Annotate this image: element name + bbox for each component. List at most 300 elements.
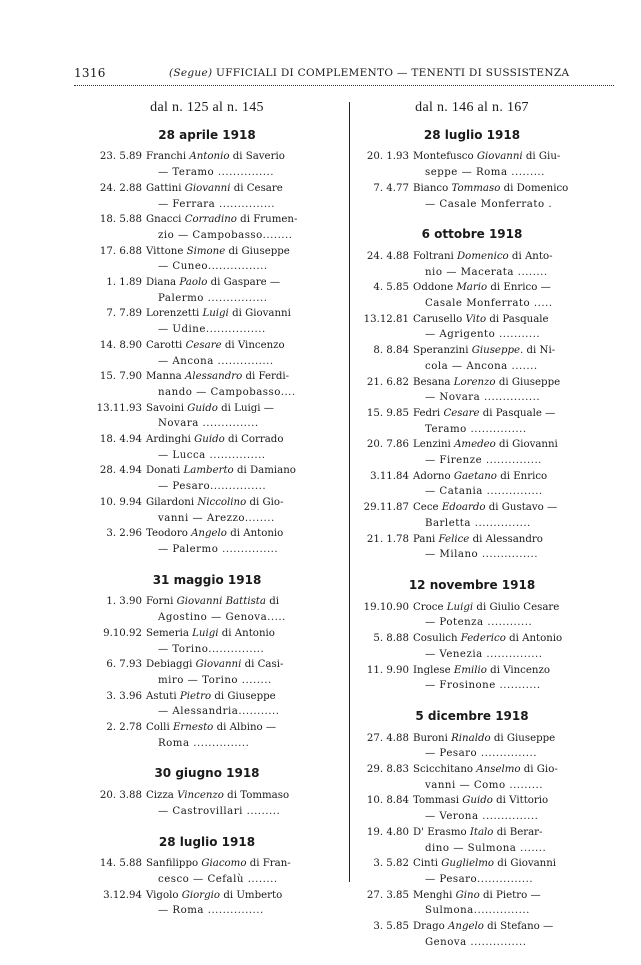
first-name: Rinaldo <box>451 732 491 744</box>
surname: Forni <box>146 596 174 608</box>
birth-date: 7. 4.77 <box>373 182 409 194</box>
surname: Gilardoni <box>146 496 195 508</box>
entry-text <box>146 689 340 720</box>
place-line: — Verona ............... <box>425 811 539 823</box>
first-name: Guido <box>187 402 218 414</box>
place-line: cola — Ancona ....... <box>425 360 538 372</box>
surname: Cinti <box>413 858 438 870</box>
first-name: Angelo <box>191 528 227 540</box>
place-line: — Lucca ............... <box>158 449 266 461</box>
birth-date: 10. 8.84 <box>366 795 409 807</box>
place-line: vanni — Como ......... <box>425 779 543 791</box>
entry-text <box>146 720 340 751</box>
birth-date: 6. 7.93 <box>106 659 142 671</box>
first-name: Cesare <box>443 407 480 419</box>
place-line: Teramo ............... <box>425 423 527 435</box>
officer-entry <box>357 500 587 531</box>
officer-entry <box>357 731 587 762</box>
parent-name: di Vittorio <box>496 795 549 807</box>
parent-name: di Anto- <box>511 250 553 262</box>
parent-name: di Pietro — <box>482 889 541 901</box>
parent-name: di Antonio <box>509 633 563 645</box>
first-name: Guido <box>462 795 493 807</box>
officer-entry <box>74 526 340 557</box>
parent-name: di Domenico <box>503 182 569 194</box>
left-column <box>74 100 340 934</box>
date-heading: 30 giugno 1918 <box>154 766 260 781</box>
place-line: Genova ............... <box>425 936 527 948</box>
first-name: Lorenzo <box>453 376 496 388</box>
first-name: Anselmo <box>476 764 521 776</box>
date-section <box>357 578 587 694</box>
officer-entry <box>74 338 340 369</box>
parent-name: di Enrico — <box>490 282 551 294</box>
officer-entry <box>357 469 587 500</box>
birth-date: 9.10.92 <box>103 627 142 639</box>
parent-name: di Gaspare — <box>210 277 281 289</box>
parent-name: di Pasquale <box>489 313 549 325</box>
surname: Croce <box>413 601 444 613</box>
first-name: Pietro <box>179 690 212 702</box>
entry-text <box>413 600 587 631</box>
officer-entry <box>74 856 340 887</box>
parent-name: di Casi- <box>244 659 284 671</box>
birth-date: 23. 5.89 <box>99 151 142 163</box>
birth-date: 28. 4.94 <box>99 465 142 477</box>
surname: Donati <box>146 465 181 477</box>
entry-text <box>146 888 340 919</box>
birth-date: 14. 5.88 <box>99 858 142 870</box>
place-line: nando — Campobasso.... <box>158 386 296 398</box>
place-line: — Teramo ............... <box>158 167 275 179</box>
surname: Franchi <box>146 151 187 163</box>
parent-name: di Stefano — <box>487 921 554 933</box>
parent-name: di Pasquale — <box>482 407 556 419</box>
entry-text <box>146 244 340 275</box>
title-text: UFFICIALI DI COMPLEMENTO — TENENTI DI SUSSISTENZA <box>216 67 570 79</box>
birth-date: 24. 2.88 <box>99 182 142 194</box>
date-section <box>74 573 340 752</box>
parent-name: di Giuseppe <box>228 245 290 257</box>
parent-name: di Antonio <box>230 528 284 540</box>
birth-date: 14. 8.90 <box>99 339 142 351</box>
title-prefix: (Segue) <box>169 67 213 79</box>
place-line: Agostino — Genova..... <box>158 612 286 624</box>
birth-date: 3. 3.96 <box>106 690 142 702</box>
parent-name: di Umberto <box>223 889 283 901</box>
place-line: — Catania ............... <box>425 486 543 498</box>
place-line: seppe — Roma ......... <box>425 167 545 179</box>
page-number: 1316 <box>74 66 106 80</box>
first-name: Simone <box>186 245 226 257</box>
place-line: Palermo ................ <box>158 292 268 304</box>
birth-date: 3.12.94 <box>103 889 142 901</box>
surname: Manna <box>146 371 182 383</box>
place-line: Sulmona............... <box>425 905 530 917</box>
place-line: — Pesaro............... <box>158 481 267 493</box>
first-name: Alessandro <box>184 371 243 383</box>
date-heading: 31 maggio 1918 <box>152 572 262 587</box>
first-name: Vincenzo <box>177 790 224 802</box>
first-name: Corradino <box>184 214 237 226</box>
officer-entry <box>74 594 340 625</box>
officer-entry <box>357 312 587 343</box>
entry-text <box>413 500 587 531</box>
first-name: Vito <box>465 313 487 325</box>
parent-name: di Vincenzo <box>490 664 550 676</box>
surname: Ardinghi <box>146 434 191 446</box>
place-line: — Potenza ............ <box>425 617 533 629</box>
parent-name: di Giu- <box>525 151 561 163</box>
entry-text <box>146 338 340 369</box>
first-name: Luigi <box>192 627 219 639</box>
surname: Tommasi <box>413 795 460 807</box>
first-name: Mario <box>456 282 488 294</box>
parent-name: di Tommaso <box>227 790 290 802</box>
birth-date: 20. 7.86 <box>366 439 409 451</box>
officer-entry <box>357 532 587 563</box>
place-line: Casale Monferrato ..... <box>425 298 553 310</box>
entry-text <box>413 149 587 180</box>
surname: Pani <box>413 533 436 545</box>
officer-entry <box>74 689 340 720</box>
birth-date: 29. 8.83 <box>366 764 409 776</box>
officer-entry <box>74 149 340 180</box>
entry-text <box>146 463 340 494</box>
entry-text <box>413 312 587 343</box>
officer-entry <box>357 149 587 180</box>
parent-name: di Corrado <box>228 434 284 446</box>
parent-name: di Cesare <box>233 182 283 194</box>
officer-entry <box>74 275 340 306</box>
officer-entry <box>357 888 587 919</box>
parent-name: di Giuseppe <box>498 376 561 388</box>
entry-text <box>146 401 340 432</box>
surname: Vigolo <box>146 889 179 901</box>
birth-date: 15. 7.90 <box>99 371 142 383</box>
surname: Cece <box>413 502 439 514</box>
officer-entry <box>74 657 340 688</box>
first-name: Giorgio <box>181 889 221 901</box>
birth-date: 17. 6.88 <box>99 245 142 257</box>
first-name: Luigi <box>446 601 474 613</box>
first-name: Gino <box>455 889 480 901</box>
entry-text <box>146 369 340 400</box>
officer-entry <box>357 249 587 280</box>
entry-text <box>413 793 587 824</box>
first-name: Domenico <box>457 250 509 262</box>
first-name: Emilio <box>453 664 487 676</box>
birth-date: 20. 1.93 <box>366 151 409 163</box>
entry-text <box>146 306 340 337</box>
place-line: — Pesaro............... <box>425 873 534 885</box>
first-name: Antonio <box>189 151 230 163</box>
first-name: Felice <box>438 533 470 545</box>
birth-date: 1. 1.89 <box>106 277 142 289</box>
surname: Carusello <box>413 313 463 325</box>
surname: Carotti <box>146 339 183 351</box>
place-line: — Ancona ............... <box>158 355 274 367</box>
parent-name: di Giuseppe <box>214 690 276 702</box>
date-section <box>357 227 587 563</box>
surname: Diana <box>146 277 177 289</box>
date-section <box>74 835 340 920</box>
entry-text <box>413 856 587 887</box>
officer-entry <box>357 181 587 212</box>
surname: Bianco <box>413 182 449 194</box>
parent-name: di Luigi — <box>221 402 274 414</box>
birth-date: 3. 5.85 <box>373 921 409 933</box>
entry-text <box>413 375 587 406</box>
surname: Astuti <box>146 690 177 702</box>
officer-entry <box>357 631 587 662</box>
header-rule <box>74 85 614 86</box>
surname: Buroni <box>413 732 448 744</box>
birth-date: 21. 6.82 <box>366 376 409 388</box>
first-name: Ernesto <box>172 722 214 734</box>
officer-entry <box>74 401 340 432</box>
surname: Debiaggi <box>146 659 193 671</box>
place-line: cesco — Cefalù ........ <box>158 873 278 885</box>
birth-date: 24. 4.88 <box>366 250 409 262</box>
officer-entry <box>74 369 340 400</box>
place-line: miro — Torino ........ <box>158 674 272 686</box>
place-line: — Casale Monferrato . <box>425 198 553 210</box>
entry-text <box>413 631 587 662</box>
entry-text <box>413 469 587 500</box>
surname: Oddone <box>413 282 454 294</box>
parent-name: di Damiano <box>236 465 296 477</box>
birth-date: 11. 9.90 <box>366 664 409 676</box>
entry-text <box>413 437 587 468</box>
officer-entry <box>74 626 340 657</box>
place-line: — Pesaro ............... <box>425 748 537 760</box>
parent-name: di Frumen- <box>240 214 298 226</box>
parent-name: di Enrico <box>500 470 548 482</box>
surname: Semeria <box>146 627 189 639</box>
entry-text <box>146 526 340 557</box>
surname: Gattini <box>146 182 182 194</box>
officer-entry <box>357 343 587 374</box>
first-name: Cesare <box>185 339 222 351</box>
place-line: vanni — Arezzo........ <box>158 512 275 524</box>
parent-name: di Ni- <box>526 345 556 357</box>
surname: Besana <box>413 376 451 388</box>
birth-date: 4. 5.85 <box>373 282 409 294</box>
entry-text <box>146 432 340 463</box>
surname: Lorenzetti <box>146 308 200 320</box>
entry-text <box>413 406 587 437</box>
surname: Adorno <box>413 470 451 482</box>
officer-entry <box>74 432 340 463</box>
place-line: — Torino............... <box>158 643 265 655</box>
first-name: Luigi <box>202 308 229 320</box>
date-heading: 28 aprile 1918 <box>158 127 256 142</box>
parent-name: di Gio- <box>249 496 284 508</box>
surname: Gnacci <box>146 214 182 226</box>
entry-text <box>413 888 587 919</box>
birth-date: 3.11.84 <box>370 470 409 482</box>
date-section <box>74 766 340 819</box>
parent-name: di Giovanni <box>499 439 558 451</box>
column-divider <box>349 102 350 882</box>
first-name: Federico <box>460 633 506 645</box>
entry-text <box>146 856 340 887</box>
parent-name: di Giovanni <box>232 308 291 320</box>
officer-entry <box>357 600 587 631</box>
birth-date: 15. 9.85 <box>366 407 409 419</box>
page-title <box>169 67 569 79</box>
date-heading: 28 luglio 1918 <box>158 834 256 849</box>
birth-date: 19.10.90 <box>363 601 409 613</box>
surname: Teodoro <box>146 528 188 540</box>
officer-entry <box>74 212 340 243</box>
right-column <box>357 100 587 965</box>
first-name: Giovanni Battista <box>176 596 266 608</box>
parent-name: di Albino — <box>216 722 277 734</box>
surname: Lenzini <box>413 439 451 451</box>
first-name: Tommaso <box>451 182 501 194</box>
first-name: Giacomo <box>201 858 247 870</box>
birth-date: 19. 4.80 <box>366 826 409 838</box>
surname: Scicchitano <box>413 764 474 776</box>
parent-name: di Saverio <box>232 151 285 163</box>
officer-entry <box>74 495 340 526</box>
place-line: — Palermo ............... <box>158 543 279 555</box>
first-name: Paolo <box>179 277 208 289</box>
surname: D' Erasmo <box>413 826 467 838</box>
surname: Inglese <box>413 664 451 676</box>
officer-entry <box>357 406 587 437</box>
surname: Savoini <box>146 402 185 414</box>
birth-date: 8. 8.84 <box>373 345 409 357</box>
place-line: — Novara ............... <box>425 392 541 404</box>
first-name: Gaetano <box>453 470 497 482</box>
parent-name: di Gio- <box>523 764 558 776</box>
entry-text <box>413 825 587 856</box>
place-line: nio — Macerata ........ <box>425 266 548 278</box>
place-line: Novara ............... <box>158 418 259 430</box>
place-line: — Udine................ <box>158 324 266 336</box>
officer-entry <box>74 244 340 275</box>
first-name: Lamberto <box>183 465 234 477</box>
birth-date: 13.12.81 <box>363 313 409 325</box>
entry-text <box>146 626 340 657</box>
surname: Speranzini <box>413 345 469 357</box>
entry-text <box>413 663 587 694</box>
surname: Colli <box>146 722 170 734</box>
officer-entry <box>357 762 587 793</box>
entry-text <box>413 532 587 563</box>
first-name: Italo <box>469 826 494 838</box>
parent-name: di Giovanni <box>497 858 557 870</box>
parent-name: di Giuseppe <box>493 732 556 744</box>
right-range: dal n. 146 al n. 167 <box>415 100 529 115</box>
place-line: — Ferrara ............... <box>158 198 276 210</box>
officer-entry <box>357 919 587 950</box>
officer-entry <box>357 375 587 406</box>
place-line: — Firenze ............... <box>425 455 542 467</box>
surname: Foltrani <box>413 250 454 262</box>
parent-name: di Fran- <box>249 858 291 870</box>
first-name: Giovanni <box>184 182 231 194</box>
entry-text <box>146 212 340 243</box>
parent-name: di <box>269 596 280 608</box>
place-line: dino — Sulmona ....... <box>425 842 547 854</box>
birth-date: 7. 7.89 <box>106 308 142 320</box>
surname: Sanfilippo <box>146 858 199 870</box>
date-section <box>74 128 340 558</box>
place-line: — Roma ............... <box>158 905 264 917</box>
birth-date: 27. 4.88 <box>366 732 409 744</box>
officer-entry <box>74 463 340 494</box>
entry-text <box>146 275 340 306</box>
place-line: — Castrovillari ......... <box>158 805 281 817</box>
entry-text <box>413 181 587 212</box>
parent-name: di Vincenzo <box>224 339 285 351</box>
entry-text <box>146 181 340 212</box>
birth-date: 18. 5.88 <box>99 214 142 226</box>
date-heading: 28 luglio 1918 <box>423 127 521 142</box>
surname: Cosulich <box>413 633 458 645</box>
birth-date: 3. 5.82 <box>373 858 409 870</box>
date-heading: 6 ottobre 1918 <box>421 227 523 242</box>
first-name: Guido <box>194 434 225 446</box>
officer-entry <box>357 437 587 468</box>
entry-text <box>413 731 587 762</box>
birth-date: 29.11.87 <box>363 502 409 514</box>
birth-date: 21. 1.78 <box>366 533 409 545</box>
first-name: Niccolino <box>197 496 247 508</box>
entry-text <box>146 149 340 180</box>
first-name: Angelo <box>448 921 484 933</box>
officer-entry <box>357 793 587 824</box>
parent-name: di Berar- <box>496 826 543 838</box>
officer-entry <box>74 306 340 337</box>
entry-text <box>413 343 587 374</box>
entry-text <box>413 280 587 311</box>
birth-date: 3. 2.96 <box>106 528 142 540</box>
place-line: — Frosinone ........... <box>425 680 541 692</box>
place-line: zio — Campobasso........ <box>158 229 293 241</box>
surname: Menghi <box>413 889 453 901</box>
place-line: — Cuneo................ <box>158 261 268 273</box>
officer-entry <box>357 825 587 856</box>
place-line: Roma ............... <box>158 737 250 749</box>
parent-name: di Gustavo — <box>488 502 558 514</box>
parent-name: di Ferdi- <box>245 371 290 383</box>
birth-date: 5. 8.88 <box>373 633 409 645</box>
entry-text <box>413 919 587 950</box>
date-section <box>357 128 587 213</box>
birth-date: 10. 9.94 <box>99 496 142 508</box>
surname: Cizza <box>146 790 174 802</box>
entry-text <box>146 594 340 625</box>
date-heading: 5 dicembre 1918 <box>415 708 529 723</box>
surname: Fedri <box>413 407 441 419</box>
birth-date: 1. 3.90 <box>106 596 142 608</box>
first-name: Giovanni <box>476 151 523 163</box>
officer-entry <box>74 720 340 751</box>
surname: Drago <box>413 921 445 933</box>
parent-name: di Giulio Cesare <box>476 601 560 613</box>
officer-entry <box>357 856 587 887</box>
entry-text <box>413 249 587 280</box>
surname: Vittone <box>146 245 184 257</box>
birth-date: 18. 4.94 <box>99 434 142 446</box>
first-name: Amedeo <box>454 439 496 451</box>
officer-entry <box>357 663 587 694</box>
